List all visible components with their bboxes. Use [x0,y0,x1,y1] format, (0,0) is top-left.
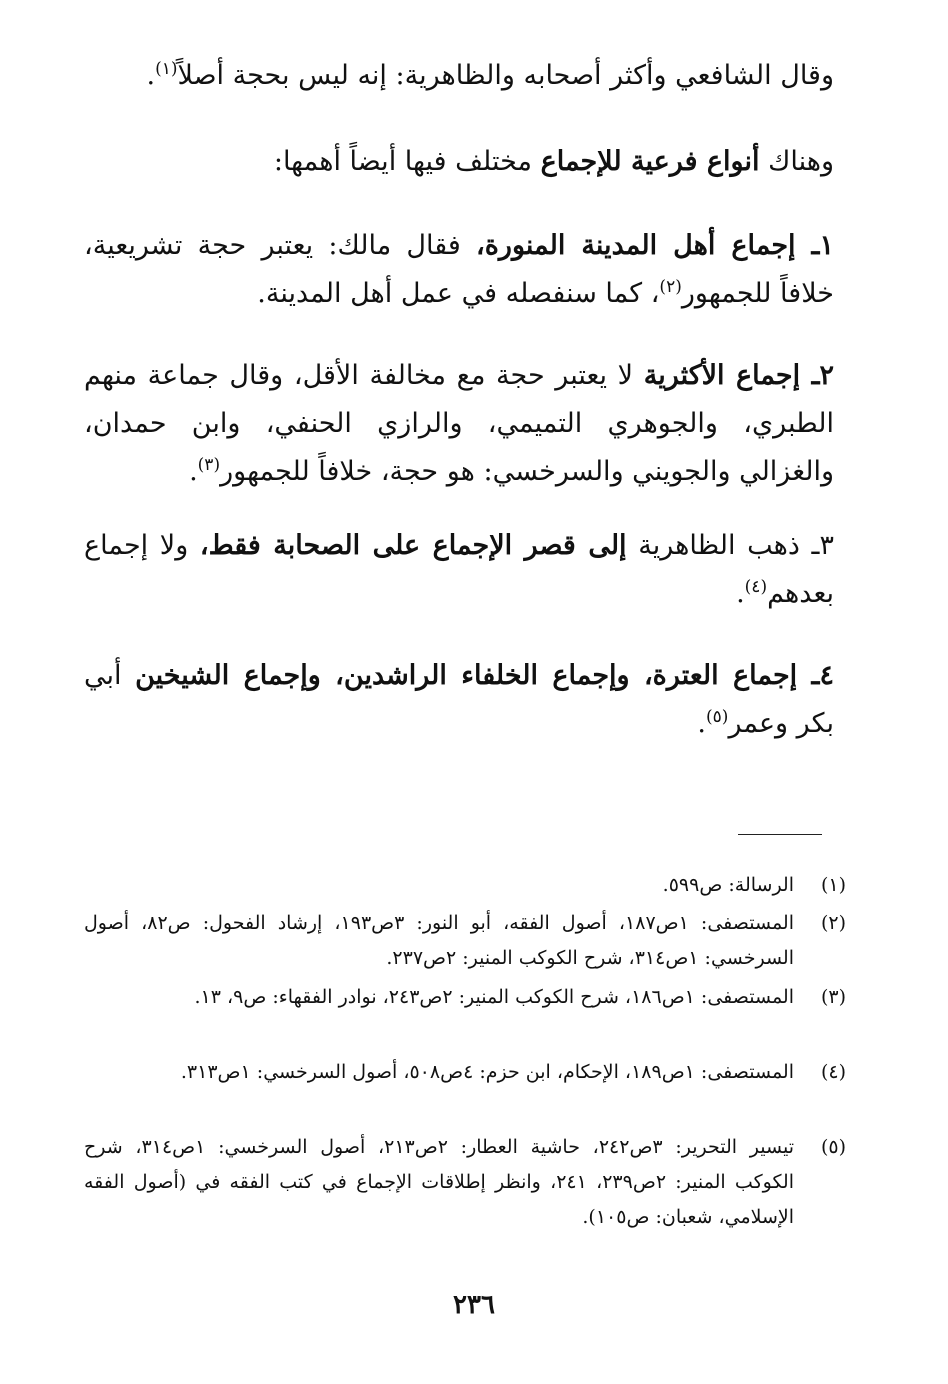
paragraph-text: ٣ـ ذهب الظاهرية [626,530,834,561]
bold-heading: ١ـ إجماع أهل المدينة المنورة، [476,230,834,261]
footnote-5 [84,1130,846,1235]
paragraph-end: . [697,708,707,739]
footnote-ref-1: (١) [155,59,178,79]
footnote-4 [84,1055,846,1090]
footnote-number: (١) [820,874,846,896]
paragraph-shafii [84,52,834,100]
footnote-text: المستصفى: ١ص١٨٦، شرح الكوكب المنير: ٢ص٢٤٣، نوادر الفقهاء: ص٩، ١٣. [194,986,794,1008]
bold-phrase: إلى قصر الإجماع على الصحابة فقط، [199,530,627,561]
paragraph-text: أبي بكر وعمر [84,660,834,739]
footnote-number: (٣) [820,986,846,1008]
bold-phrase: أنواع فرعية للإجماع [540,146,760,177]
footnote-number: (٤) [820,1061,846,1083]
page-number: ٢٣٦ [453,1290,495,1320]
paragraph-text: مختلف فيها أيضاً أهمها: [273,146,541,177]
paragraph-text: فقال مالك: يعتبر حجة تشريعية، خلافاً للجمهور [84,230,834,309]
footnote-text: الرسالة: ص٥٩٩. [662,874,794,896]
paragraph-text: وهناك [759,146,834,177]
footnote-text: المستصفى: ١ص١٨٩، الإحكام، ابن حزم: ٤ص٥٠٨، أصول السرخسي: ١ص٣١٣. [180,1061,794,1083]
footnote-number: (٢) [820,912,846,934]
paragraph-text: ولا إجماع بعدهم [84,530,834,609]
footnote-ref-4: (٤) [744,577,768,597]
paragraph-text: وقال الشافعي وأكثر أصحابه والظاهرية: إنه ليس بحجة أصلاً [177,60,834,91]
paragraph-text: ، كما سنفصله في عمل أهل المدينة. [257,278,660,309]
item-2-majority-consensus [84,352,834,496]
footnote-text: تيسير التحرير: ٣ص٢٤٢، حاشية العطار: ٢ص٢١٣، أصول السرخسي: ١ص٣١٤، شرح الكوكب المنير: ٢ص٢٣٩، ٢٤١، وانظر إطلاقات الإجماع في كتب الفقه في (أصول الفقه الإسلامي، شعبان: ص١٠٥). [84,1136,795,1228]
footnote-3 [84,980,846,1015]
footnote-ref-3: (٣) [197,455,221,475]
footnote-number: (٥) [820,1136,846,1158]
item-4-other-consensus [84,652,834,748]
bold-heading: ٢ـ إجماع الأكثرية [643,360,834,391]
paragraph-end: . [146,60,156,91]
footnote-ref-2: (٢) [659,277,682,297]
footnote-ref-5: (٥) [706,707,729,727]
footnote-2 [84,906,846,976]
paragraph-text: لا يعتبر حجة مع مخالفة الأقل، وقال جماعة منهم الطبري، والجوهري التميمي، والرازي الحنفي، وابن حمدان، والغزالي والجويني والسرخسي: هو حجة، خلافاً للجمهور [84,360,834,487]
footnote-text: المستصفى: ١ص١٨٧، أصول الفقه، أبو النور: ٣ص١٩٣، إرشاد الفحول: ص٨٢، أصول السرخسي: ١ص٣١٤، شرح الكوكب المنير: ٢ص٢٣٧. [84,912,794,969]
paragraph-end: . [189,456,198,487]
item-1-madinah-consensus [84,222,834,318]
paragraph-subtypes-intro [84,138,834,186]
footnote-1 [84,868,846,903]
footnote-divider [738,834,822,835]
bold-heading: ٤ـ إجماع العترة، وإجماع الخلفاء الراشدين، وإجماع الشيخين [135,660,834,691]
paragraph-end: . [736,578,745,609]
item-3-zahiri-view [84,522,834,618]
